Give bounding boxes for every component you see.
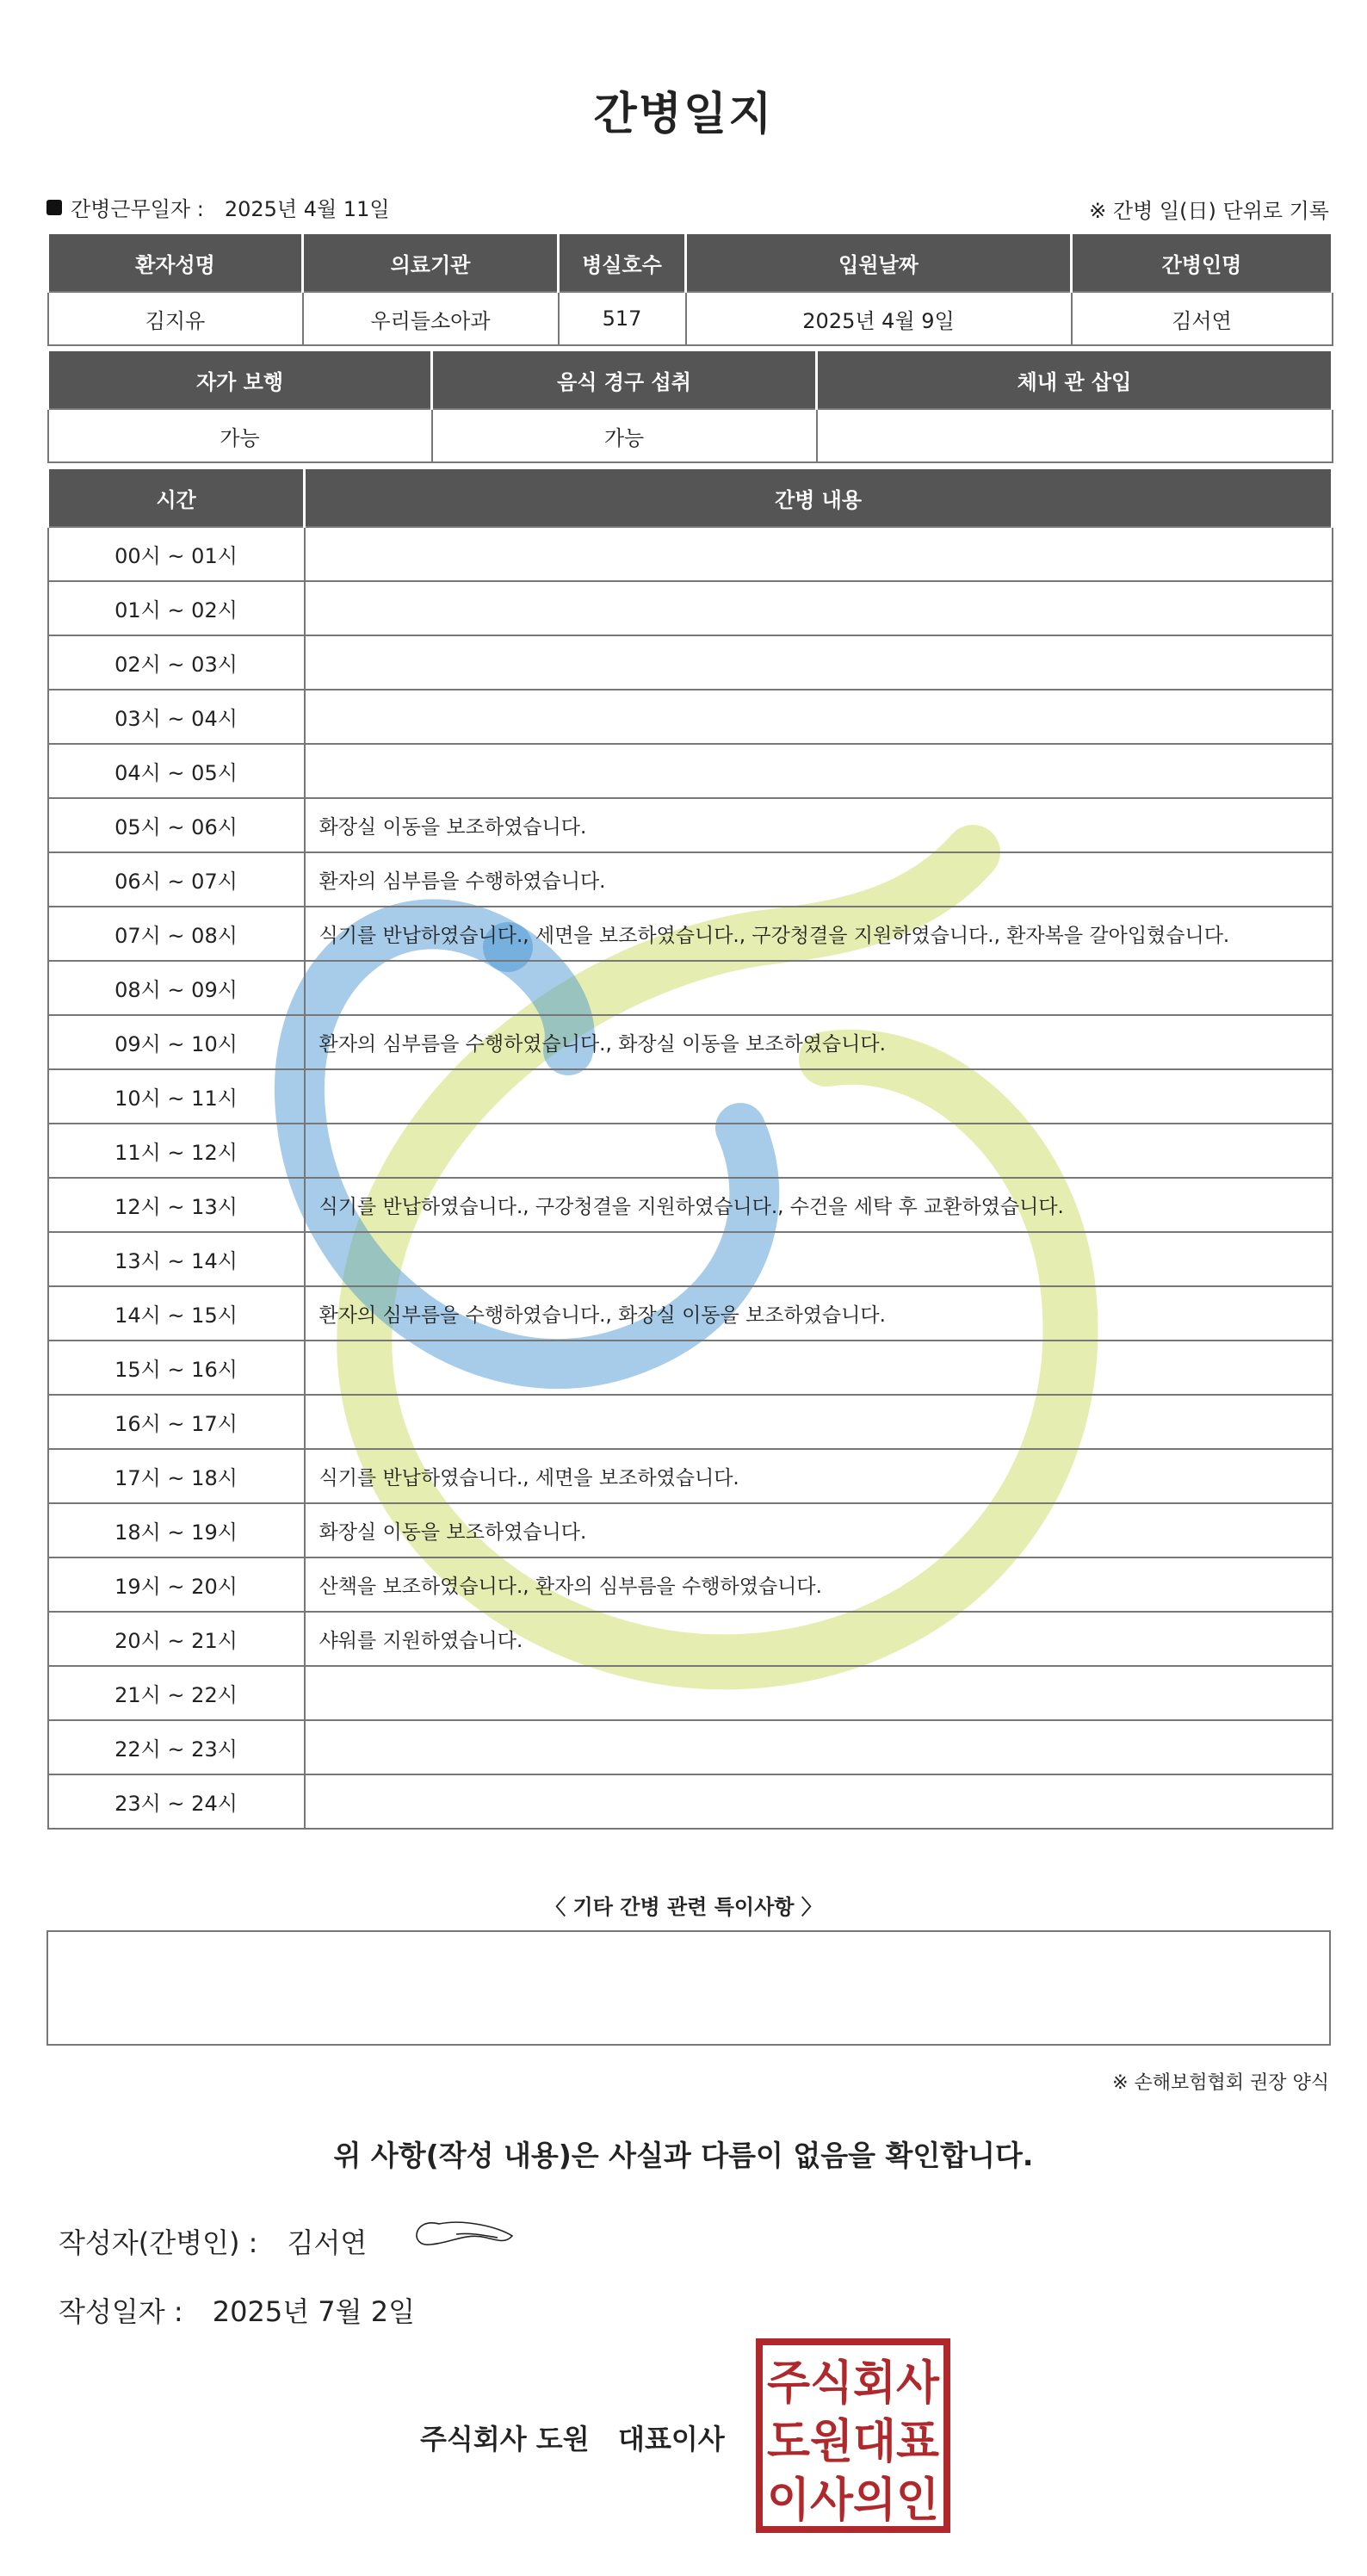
company-representative: 주식회사 도원 대표이사 — [420, 2423, 725, 2455]
table-row — [48, 1069, 1333, 1124]
care-content — [305, 1395, 1333, 1449]
care-content: 식기를 반납하였습니다., 구강청결을 지원하였습니다., 수건을 세탁 후 교환하였습니다. — [305, 1178, 1333, 1232]
table-row — [48, 1232, 1333, 1286]
time-slot: 12시 ~ 13시 — [48, 1178, 305, 1232]
header-admission-date: 입원날짜 — [686, 234, 1072, 292]
table-row — [48, 744, 1333, 798]
care-content — [305, 1720, 1333, 1774]
table-row — [48, 635, 1333, 690]
time-slot: 17시 ~ 18시 — [48, 1449, 305, 1503]
header-caregiver-name: 간병인명 — [1072, 234, 1333, 292]
header-time: 시간 — [48, 469, 305, 527]
table-row — [48, 798, 1333, 852]
writer-name: 김서연 — [287, 2226, 368, 2259]
admission-date: 2025년 4월 9일 — [686, 292, 1072, 345]
time-slot: 16시 ~ 17시 — [48, 1395, 305, 1449]
table-row — [48, 1612, 1333, 1666]
write-date: 2025년 7월 2일 — [212, 2295, 416, 2328]
confirmation-statement: 위 사항(작성 내용)은 사실과 다름이 없음을 확인합니다. — [333, 2139, 1034, 2172]
care-content — [305, 961, 1333, 1015]
patient-value-row — [48, 292, 1333, 345]
table-row — [48, 961, 1333, 1015]
work-date-label: 간병근무일자 : — [71, 197, 204, 221]
unit-note: ※ 간병 일(日) 단위로 기록 — [1089, 199, 1329, 223]
seal-text-line: 도원대표 — [767, 2414, 939, 2468]
patient-status-table — [46, 351, 1333, 463]
patient-name: 김지유 — [48, 292, 303, 345]
time-slot: 19시 ~ 20시 — [48, 1557, 305, 1612]
time-slot: 15시 ~ 16시 — [48, 1341, 305, 1395]
table-row — [48, 1015, 1333, 1069]
time-slot: 05시 ~ 06시 — [48, 798, 305, 852]
institution: 우리들소아과 — [303, 292, 559, 345]
write-date-label: 작성일자 : — [59, 2295, 183, 2328]
time-slot: 06시 ~ 07시 — [48, 852, 305, 907]
care-header-row — [48, 469, 1333, 527]
time-slot: 09시 ~ 10시 — [48, 1015, 305, 1069]
time-slot: 08시 ~ 09시 — [48, 961, 305, 1015]
care-content — [305, 635, 1333, 690]
table-row — [48, 1503, 1333, 1557]
table-row — [48, 1557, 1333, 1612]
care-log-table — [46, 469, 1333, 1830]
table-row — [48, 1774, 1333, 1829]
writer-label: 작성자(간병인) : — [59, 2226, 258, 2259]
square-bullet-icon — [46, 200, 62, 215]
care-content — [305, 1232, 1333, 1286]
room-number: 517 — [559, 292, 686, 345]
work-date-value: 2025년 4월 11일 — [224, 197, 390, 221]
table-row — [48, 1395, 1333, 1449]
time-slot: 18시 ~ 19시 — [48, 1503, 305, 1557]
seal-text-line: 이사의인 — [767, 2473, 939, 2527]
work-date-row — [46, 192, 390, 222]
table-row — [48, 1178, 1333, 1232]
table-row — [48, 907, 1333, 961]
table-row — [48, 852, 1333, 907]
time-slot: 00시 ~ 01시 — [48, 527, 305, 581]
table-row — [48, 1124, 1333, 1178]
header-care-content: 간병 내용 — [305, 469, 1333, 527]
oral-intake-value: 가능 — [432, 409, 817, 462]
table-row — [48, 1449, 1333, 1503]
time-slot: 13시 ~ 14시 — [48, 1232, 305, 1286]
header-self-walking: 자가 보행 — [48, 351, 432, 409]
table-row — [48, 1286, 1333, 1341]
care-content: 환자의 심부름을 수행하였습니다. — [305, 852, 1333, 907]
time-slot: 04시 ~ 05시 — [48, 744, 305, 798]
time-slot: 21시 ~ 22시 — [48, 1666, 305, 1720]
table-row — [48, 1720, 1333, 1774]
patient-info-table — [46, 234, 1333, 346]
tube-insertion-value — [817, 409, 1333, 462]
care-log-body — [48, 527, 1333, 1829]
care-content — [305, 1666, 1333, 1720]
time-slot: 01시 ~ 02시 — [48, 581, 305, 635]
page-title: 간병일지 — [593, 89, 774, 140]
time-slot: 07시 ~ 08시 — [48, 907, 305, 961]
care-content: 화장실 이동을 보조하였습니다. — [305, 798, 1333, 852]
care-content: 환자의 심부름을 수행하였습니다., 화장실 이동을 보조하였습니다. — [305, 1015, 1333, 1069]
notes-title: 〈 기타 간병 관련 특이사항 〉 — [545, 1895, 822, 1919]
table-row — [48, 1666, 1333, 1720]
status-header-row — [48, 351, 1333, 409]
header-institution: 의료기관 — [303, 234, 559, 292]
care-content — [305, 1774, 1333, 1829]
table-row — [48, 581, 1333, 635]
time-slot: 02시 ~ 03시 — [48, 635, 305, 690]
caregiver-name: 김서연 — [1072, 292, 1333, 345]
self-walking-value: 가능 — [48, 409, 432, 462]
table-row — [48, 527, 1333, 581]
care-content — [305, 744, 1333, 798]
time-slot: 11시 ~ 12시 — [48, 1124, 305, 1178]
seal-text-line: 주식회사 — [767, 2356, 940, 2410]
care-content — [305, 527, 1333, 581]
care-content: 샤워를 지원하였습니다. — [305, 1612, 1333, 1666]
form-source-note: ※ 손해보험협회 권장 양식 — [1112, 2072, 1329, 2094]
table-row — [48, 1341, 1333, 1395]
write-date-row — [59, 2290, 415, 2330]
time-slot: 22시 ~ 23시 — [48, 1720, 305, 1774]
time-slot: 10시 ~ 11시 — [48, 1069, 305, 1124]
header-patient-name: 환자성명 — [48, 234, 303, 292]
time-slot: 23시 ~ 24시 — [48, 1774, 305, 1829]
care-content: 화장실 이동을 보조하였습니다. — [305, 1503, 1333, 1557]
table-row — [48, 690, 1333, 744]
time-slot: 14시 ~ 15시 — [48, 1286, 305, 1341]
time-slot: 03시 ~ 04시 — [48, 690, 305, 744]
company-seal — [756, 2338, 950, 2533]
care-content — [305, 1341, 1333, 1395]
writer-row — [59, 2221, 367, 2261]
patient-header-row — [48, 234, 1333, 292]
care-content — [305, 1069, 1333, 1124]
header-room-number: 병실호수 — [559, 234, 686, 292]
header-oral-intake: 음식 경구 섭취 — [432, 351, 817, 409]
signature-image — [405, 2208, 516, 2260]
care-content — [305, 581, 1333, 635]
notes-box — [46, 1930, 1331, 2046]
header-tube-insertion: 체내 관 삽입 — [817, 351, 1333, 409]
care-content: 환자의 심부름을 수행하였습니다., 화장실 이동을 보조하였습니다. — [305, 1286, 1333, 1341]
care-content — [305, 690, 1333, 744]
care-content: 산책을 보조하였습니다., 환자의 심부름을 수행하였습니다. — [305, 1557, 1333, 1612]
status-value-row — [48, 409, 1333, 462]
time-slot: 20시 ~ 21시 — [48, 1612, 305, 1666]
care-content — [305, 1124, 1333, 1178]
care-content: 식기를 반납하였습니다., 세면을 보조하였습니다. — [305, 1449, 1333, 1503]
care-content: 식기를 반납하였습니다., 세면을 보조하였습니다., 구강청결을 지원하였습니다., 환자복을 갈아입혔습니다. — [305, 907, 1333, 961]
